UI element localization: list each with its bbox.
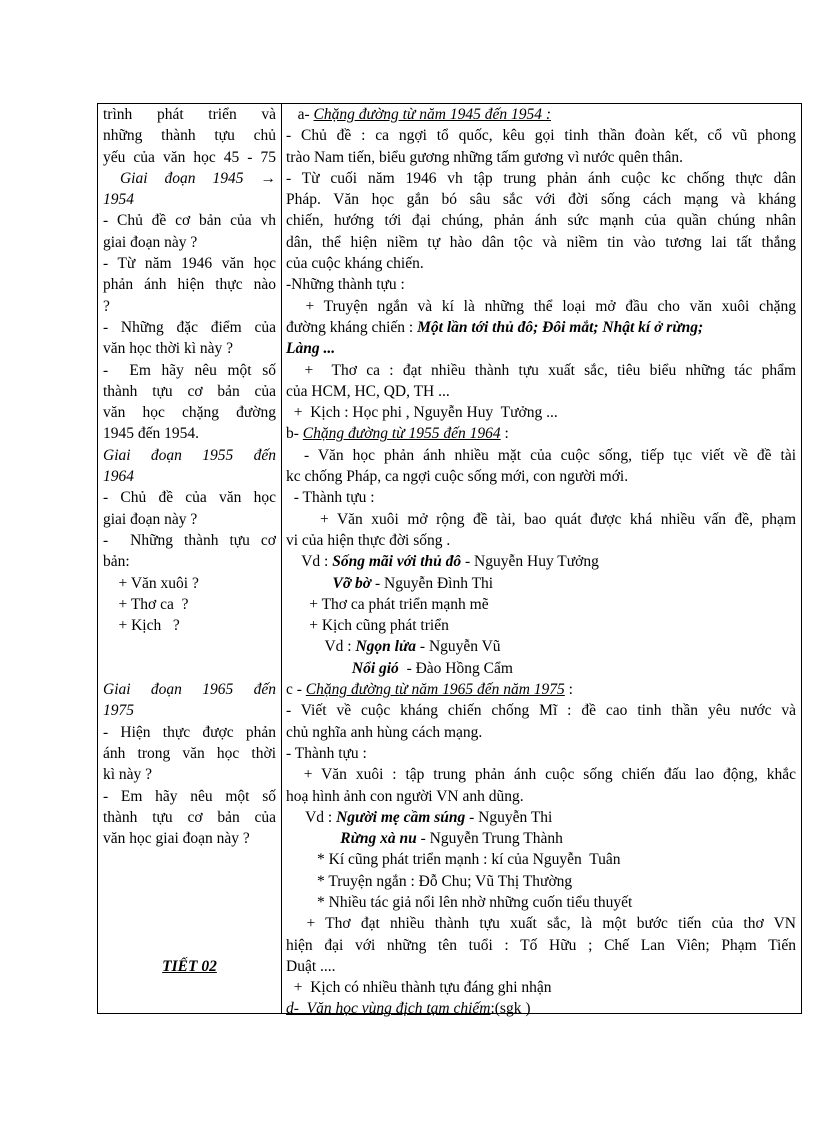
blank-line [103, 935, 276, 956]
question-line: yếu của văn học 45 - 75 [103, 148, 276, 166]
blank-line [103, 658, 276, 679]
question-line: Giai đoạn 1945 → [103, 169, 276, 187]
blank-line [103, 871, 276, 892]
content-line [286, 743, 796, 764]
text-run: Vd : [286, 553, 333, 571]
text-run: - Nguyễn Trung Thành [416, 830, 563, 848]
text-run: - Chủ đề : ca ngợi tổ quốc, kêu gọi tinh thần đoàn kết, cổ vũ phong [286, 127, 796, 145]
content-line [286, 466, 796, 487]
question-line: văn học thời kì này ? [103, 340, 234, 358]
content-line [286, 998, 796, 1019]
text-run: Rừng xà nu [340, 830, 417, 848]
question-line: - Từ năm 1946 văn học [103, 255, 276, 273]
content-line [286, 871, 796, 892]
text-run: kc chống Pháp, ca ngợi cuộc sống mới, con người mới. [286, 468, 629, 486]
text-run: hoạ hình ảnh con người VN anh dũng. [286, 787, 524, 805]
text-run: Một lần tới thủ đô; Đôi mắt; Nhật kí ở rừng; [417, 318, 704, 336]
lesson-table [97, 103, 802, 1018]
question-line: 1954 [103, 191, 134, 209]
question-line: Giai đoạn 1965 đến [103, 681, 276, 699]
text-run: + Thơ ca phát triển mạnh mẽ [286, 595, 489, 613]
text-run: Chặng đường từ năm 1945 đến 1954 : [313, 106, 551, 123]
question-line: phản ánh hiện thực nào [103, 276, 276, 294]
question-line: giai đoạn này ? [103, 233, 198, 251]
content-line [286, 551, 796, 572]
content-line [286, 977, 796, 998]
question-line: bản: [103, 553, 130, 571]
content-line [286, 594, 796, 615]
content-line [286, 509, 796, 530]
text-run: - Văn học phản ánh nhiều mặt của cuộc sống, tiếp tục viết về đề tài [286, 446, 797, 464]
text-run: * Nhiều tác giả nổi lên nhờ những cuốn tiểu thuyết [286, 893, 633, 911]
content-line [286, 317, 796, 338]
text-run: trào Nam tiến, biểu gương những tấm gương vì nước quên thân. [286, 148, 683, 166]
blank-line [103, 913, 276, 934]
text-run: Người mẹ cầm súng [336, 808, 466, 826]
question-line: những thành tựu chủ [103, 127, 276, 145]
text-run: - Nguyễn Đình Thi [371, 574, 494, 592]
content-line [286, 700, 796, 721]
question-line: + Văn xuôi ? [103, 574, 199, 592]
question-line: trình phát triển và [103, 106, 276, 123]
text-run: Duật .... [286, 957, 336, 975]
text-run: - Đào Hồng Cẩm [398, 659, 513, 677]
content-line [286, 935, 796, 956]
question-line: Giai đoạn 1955 đến [103, 446, 276, 464]
text-run: đường kháng chiến : [286, 318, 418, 336]
content-line [286, 530, 796, 551]
question-line: giai đoạn này ? [103, 510, 198, 528]
question-line: 1964 [103, 468, 134, 486]
text-run: vi của hiện thực đời sống . [286, 531, 451, 549]
question-line: thành tựu cơ bản của [103, 382, 276, 400]
text-run: - Nguyễn Vũ [416, 638, 501, 656]
blank-line [103, 636, 276, 657]
content-line [286, 147, 796, 168]
content-column [286, 104, 796, 1020]
text-run: - Viết về cuộc kháng chiến chống Mĩ : đề cao tinh thần yêu nước và [286, 702, 796, 720]
content-line [286, 892, 796, 913]
text-run: :(sgk ) [490, 1000, 531, 1018]
question-line: - Hiện thực được phản [103, 723, 276, 741]
question-line: TIẾT 02 [162, 957, 217, 975]
question-line: + Thơ ca ? [103, 595, 189, 613]
text-run: Vỡ bờ [332, 574, 372, 592]
content-line [286, 722, 796, 743]
text-run: + Truyện ngắn và kí là những thể loại mở đầu cho văn xuôi chặng [286, 297, 797, 315]
question-line: 1975 [103, 702, 134, 720]
content-line [286, 338, 796, 359]
text-run: dân, thể hiện niềm tự hào dân tộc và niềm tin vào tương lai tất thắng [286, 233, 796, 251]
content-line [286, 253, 796, 274]
content-line [286, 956, 796, 977]
blank-line [103, 892, 276, 913]
content-line [286, 573, 796, 594]
content-line [286, 402, 796, 423]
text-run: : [564, 681, 573, 699]
text-run: * Kí cũng phát triển mạnh : kí của Nguyễn Tuân [286, 851, 621, 869]
text-run: + Thơ đạt nhiều thành tựu xuất sắc, là một bước tiến của thơ VN [286, 915, 796, 933]
text-run: + Kịch có nhiều thành tựu đáng ghi nhận [286, 979, 552, 997]
text-run: chiến, hướng tới đại chúng, phản ánh sức mạnh của quần chúng nhân [286, 212, 796, 230]
content-line [286, 786, 796, 807]
content-line [286, 807, 796, 828]
question-line: - Em hãy nêu một số [103, 787, 276, 805]
content-line [286, 210, 796, 231]
question-line: - Những thành tựu cơ [103, 531, 276, 549]
content-line [286, 764, 796, 785]
question-line: + Kịch ? [103, 617, 180, 635]
text-run: -Những thành tựu : [286, 276, 405, 294]
content-line [286, 679, 796, 700]
question-line: ? [103, 297, 110, 315]
text-run: - Nguyễn Thi [465, 808, 553, 826]
questions-column [103, 104, 276, 977]
text-run: chủ nghĩa anh hùng cách mạng. [286, 723, 483, 741]
column-divider [281, 104, 282, 1013]
blank-line [103, 849, 276, 870]
text-run [286, 830, 340, 847]
question-line: kì này ? [103, 766, 153, 784]
content-line [286, 168, 796, 189]
text-run: Pháp. Văn học gắn bó sâu sắc với đời sống cách mạng và kháng [286, 191, 796, 209]
content-line [286, 296, 796, 317]
text-run: d- Văn học vùng địch tạm chiếm [286, 1000, 491, 1018]
content-line [286, 104, 796, 125]
text-run: Sống mãi với thủ đô [332, 553, 462, 571]
content-line [286, 232, 796, 253]
text-run: Nổi gió [351, 659, 399, 677]
text-run: Chặng đường từ 1955 đến 1964 [302, 425, 501, 443]
question-line: - Những đặc điểm của [103, 318, 276, 336]
text-run: Làng ... [286, 340, 336, 358]
content-line [286, 849, 796, 870]
text-run: - Nguyễn Huy Tưởng [461, 553, 599, 571]
text-run: + Kịch cũng phát triển [286, 617, 449, 635]
text-run: - Thành tựu : [286, 489, 375, 507]
question-line: văn học chặng đường [103, 404, 276, 422]
text-run: + Văn xuôi : tập trung phản ánh cuộc sống chiến đấu lao động, khắc [286, 766, 796, 784]
text-run: a- [286, 106, 314, 123]
content-line [286, 913, 796, 934]
text-run: : [500, 425, 509, 443]
text-run: Ngọn lửa [355, 638, 417, 656]
text-run: + Kịch : Học phi , Nguyễn Huy Tưởng ... [286, 404, 558, 422]
text-run: của HCM, HC, QD, TH ... [286, 382, 450, 400]
question-line: văn học giai đoạn này ? [103, 830, 250, 848]
content-line [286, 274, 796, 295]
content-line [286, 658, 796, 679]
question-line: thành tựu cơ bản của [103, 808, 276, 826]
content-line [286, 636, 796, 657]
content-line [286, 125, 796, 146]
content-line [286, 423, 796, 444]
text-run: - Thành tựu : [286, 744, 367, 762]
text-run: b- [286, 425, 303, 443]
content-line [286, 487, 796, 508]
content-line [286, 360, 796, 381]
text-run: Vd : [286, 808, 337, 826]
text-run: - Từ cuối năm 1946 vh tập trung phản ánh cuộc kc chống thực dân [286, 169, 796, 187]
question-line: - Chủ đề cơ bản của vh [103, 212, 276, 230]
content-line [286, 381, 796, 402]
content-line [286, 445, 796, 466]
text-run: c - [286, 681, 306, 699]
question-line: - Chủ đề của văn học [103, 489, 276, 507]
text-run: * Truyện ngắn : Đỗ Chu; Vũ Thị Thường [286, 872, 573, 890]
question-line: - Em hãy nêu một số [103, 361, 276, 379]
content-line [286, 615, 796, 636]
text-run: + Thơ ca : đạt nhiều thành tựu xuất sắc, tiêu biểu những tác phẩm [286, 361, 797, 379]
text-run: của cuộc kháng chiến. [286, 255, 424, 273]
text-run [286, 660, 352, 677]
content-line [286, 828, 796, 849]
text-run: hiện đại với những tên tuổi : Tố Hữu ; Chế Lan Viên; Phạm Tiến [286, 936, 796, 954]
text-run: Vd : [286, 638, 356, 656]
text-run: + Văn xuôi mở rộng đề tài, bao quát được khá nhiều vấn đề, phạm [286, 510, 796, 528]
question-line: 1945 đến 1954. [103, 425, 200, 443]
question-line: ánh trong văn học thời [103, 744, 276, 762]
content-line [286, 189, 796, 210]
text-run: Chặng đường từ năm 1965 đến năm 1975 [305, 681, 565, 699]
text-run [286, 575, 333, 592]
